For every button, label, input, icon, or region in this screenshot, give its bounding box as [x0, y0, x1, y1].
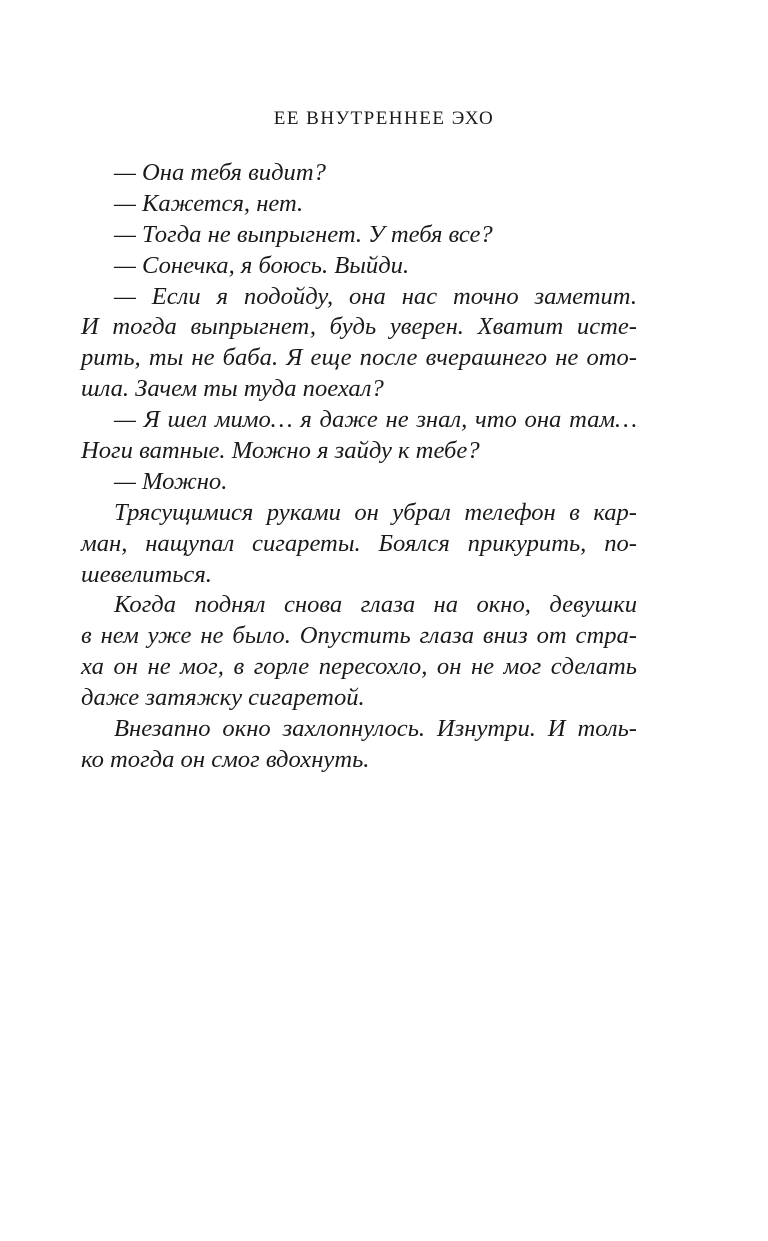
body-text [81, 158, 637, 776]
text-line: — Я шел мимо… я даже не знал, что она там… [114, 406, 637, 434]
text-line: — Тогда не выпрыгнет. У тебя все? [114, 220, 493, 248]
text-line: — Сонечка, я боюсь. Выйди. [114, 251, 410, 279]
running-head: ЕЕ ВНУТРЕННЕЕ ЭХО [273, 108, 495, 129]
text-line: Трясущимися руками он убрал телефон в кар- [114, 498, 637, 526]
text-line: ман, нащупал сигареты. Боялся прикурить, по- [81, 529, 637, 557]
text-line: в нем уже не было. Опустить глаза вниз от стра- [81, 622, 637, 650]
text-line: ха он не мог, в горле пересохло, он не мог сделать [81, 653, 637, 681]
text-line: — Кажется, нет. [114, 189, 304, 217]
text-line: шла. Зачем ты туда поехал? [81, 375, 384, 403]
text-line: даже затяжку сигаретой. [81, 684, 365, 712]
text-line: Ноги ватные. Можно я зайду к тебе? [81, 437, 480, 465]
text-line: — Можно. [114, 467, 228, 495]
text-line: — Она тебя видит? [114, 159, 326, 186]
text-line: рить, ты не баба. Я еще после вчерашнего не ото- [81, 344, 637, 372]
text-line: ко тогда он смог вдохнуть. [81, 745, 370, 773]
text-line: Когда поднял снова глаза на окно, девушки [114, 591, 637, 619]
text-line: Внезапно окно захлопнулось. Изнутри. И толь- [114, 715, 637, 743]
text-line: — Если я подойду, она нас точно заметит. [114, 282, 637, 310]
text-line: шевелиться. [81, 560, 212, 588]
text-line: И тогда выпрыгнет, будь уверен. Хватит исте- [81, 313, 637, 341]
